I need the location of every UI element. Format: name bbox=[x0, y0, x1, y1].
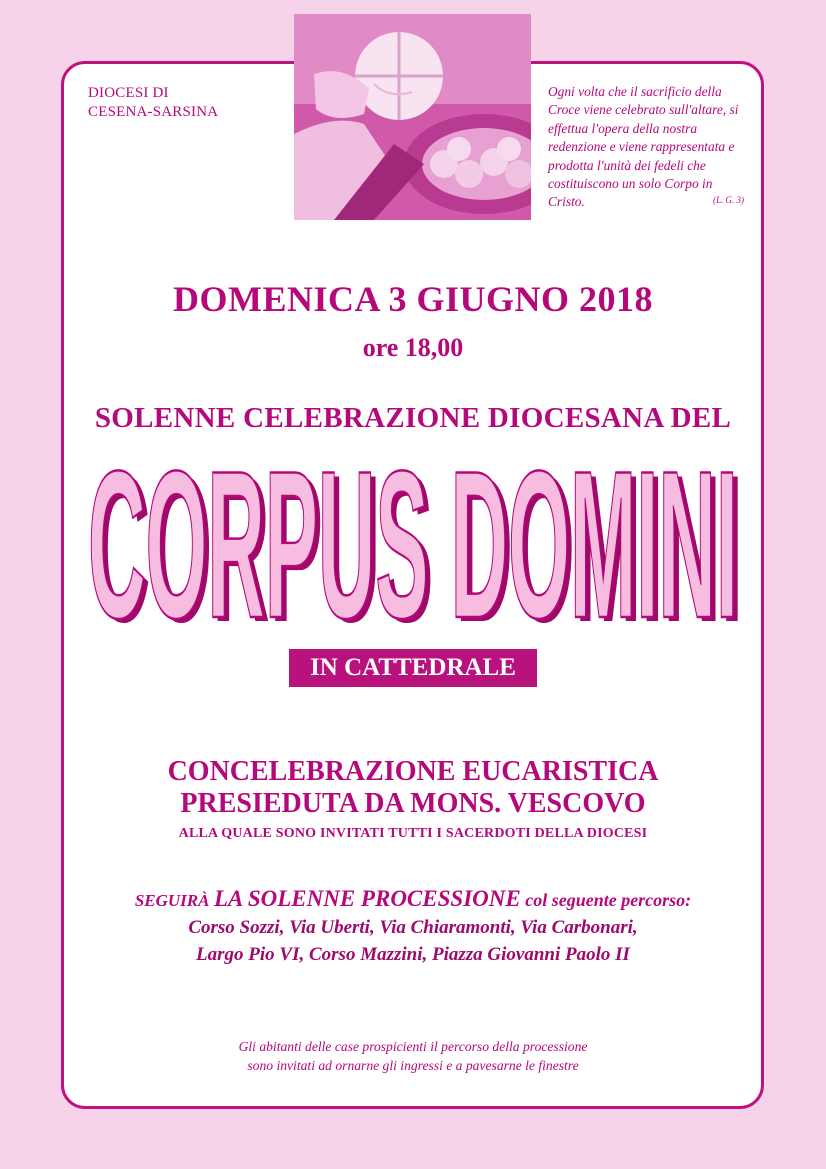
celebration-line-2: PRESIEDUTA DA MONS. VESCOVO bbox=[180, 788, 646, 819]
procession-block bbox=[0, 885, 826, 968]
footer-note bbox=[0, 1037, 826, 1075]
quote-block bbox=[548, 83, 744, 212]
diocese-name bbox=[88, 84, 288, 122]
procession-highlight: LA SOLENNE PROCESSIONE bbox=[213, 886, 521, 911]
procession-suffix: col seguente percorso: bbox=[525, 890, 692, 910]
footer-line-2: sono invitati ad ornarne gli ingressi e a pavesarne le finestre bbox=[247, 1058, 579, 1073]
quote-reference: (L. G. 3) bbox=[713, 195, 744, 206]
celebration-line-1: CONCELEBRAZIONE EUCARISTICA bbox=[167, 756, 659, 787]
procession-prefix: SEGUIRÀ bbox=[134, 891, 210, 910]
route-line-1: Corso Sozzi, Via Uberti, Via Chiaramonti, Via Carbonari, bbox=[188, 917, 638, 938]
event-title bbox=[80, 445, 746, 627]
event-subtitle: SOLENNE CELEBRAZIONE DIOCESANA DEL bbox=[94, 402, 732, 434]
event-title-text: CORPUS DOMINI bbox=[88, 445, 738, 627]
quote-text: Ogni volta che il sacrificio della Croce viene celebrato sull'altare, si effettua l'opera della nostra redenzione e viene rappresentata e prodotta l'unità dei fedeli che costituiscono un solo Corpo in Cristo. bbox=[548, 84, 739, 210]
diocese-line-2: CESENA-SARSINA bbox=[88, 104, 219, 120]
event-time: ore 18,00 bbox=[362, 333, 464, 362]
diocese-line-1: DIOCESI DI bbox=[88, 85, 169, 101]
event-title-shadow: CORPUS DOMINI bbox=[93, 445, 743, 627]
procession-heading bbox=[0, 885, 826, 914]
host-eucharist-photo bbox=[294, 14, 531, 220]
invited-priests: ALLA QUALE SONO INVITATI TUTTI I SACERDOTI DELLA DIOCESI bbox=[178, 826, 648, 841]
location-badge: IN CATTEDRALE bbox=[289, 649, 537, 687]
event-date: DOMENICA 3 GIUGNO 2018 bbox=[172, 279, 654, 319]
footer-line-1: Gli abitanti delle case prospicienti il percorso della processione bbox=[238, 1039, 588, 1054]
celebration-heading bbox=[0, 756, 826, 820]
route-line-2: Largo Pio VI, Corso Mazzini, Piazza Giovanni Paolo II bbox=[196, 944, 630, 965]
